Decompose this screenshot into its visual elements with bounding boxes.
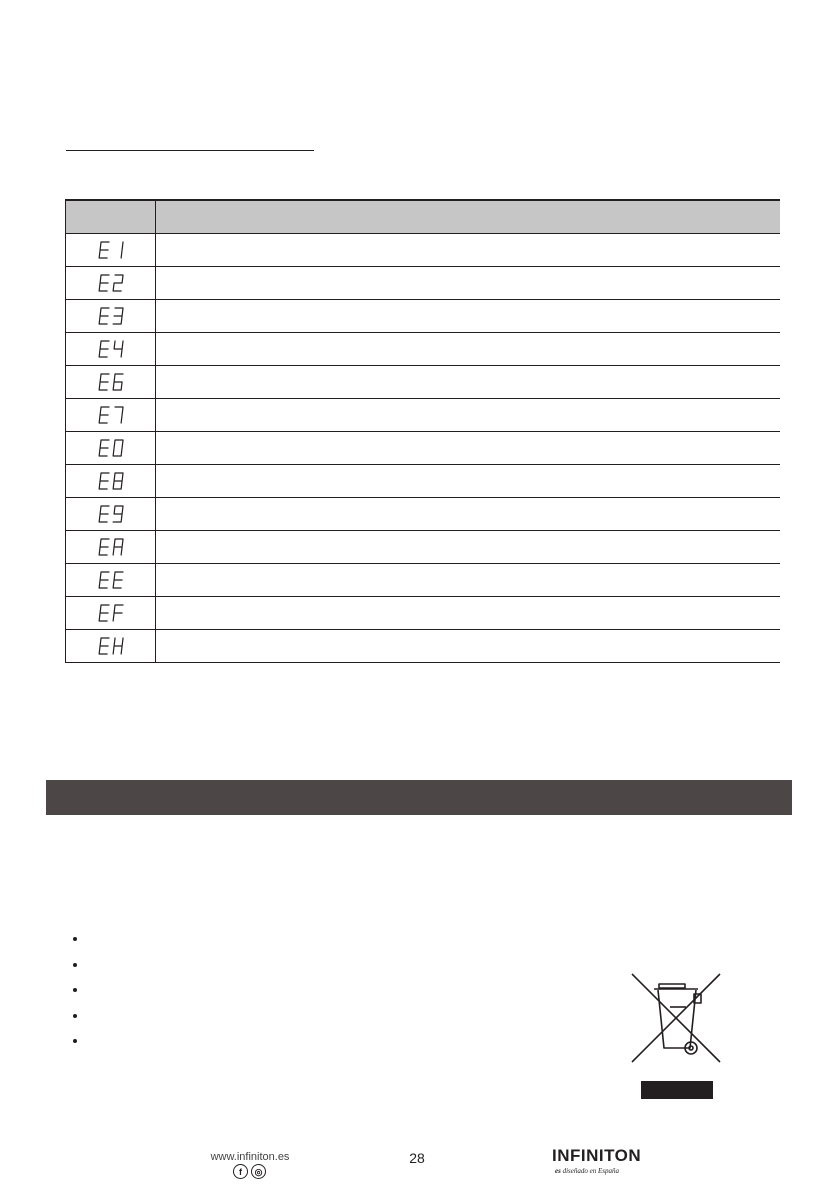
error-code-cell — [66, 630, 156, 663]
error-description-cell — [156, 597, 781, 630]
error-description-cell — [156, 333, 781, 366]
bullet-dot — [73, 988, 77, 992]
error-description-cell — [156, 531, 781, 564]
error-code-cell — [66, 234, 156, 267]
error-description-cell — [156, 234, 781, 267]
error-description-cell — [156, 498, 781, 531]
error-code-ea — [91, 535, 131, 559]
error-code-cell — [66, 465, 156, 498]
table-row — [66, 234, 781, 267]
brand-logo: INFINITON — [552, 1146, 642, 1165]
table-row — [66, 267, 781, 300]
table-row — [66, 399, 781, 432]
table-row — [66, 630, 781, 663]
section-heading-band — [46, 780, 792, 815]
error-description-cell — [156, 399, 781, 432]
table-row — [66, 366, 781, 399]
error-code-ee — [91, 568, 131, 592]
table-row — [66, 300, 781, 333]
brand-tagline: es diseñado en España — [555, 1167, 619, 1175]
error-code-cell — [66, 498, 156, 531]
bullet-dot — [73, 1039, 77, 1043]
error-code-e8 — [91, 469, 131, 493]
table-row — [66, 498, 781, 531]
title-underline — [66, 150, 314, 151]
error-code-cell — [66, 300, 156, 333]
error-code-cell — [66, 432, 156, 465]
error-code-e3 — [91, 304, 131, 328]
error-code-e9 — [91, 502, 131, 526]
weee-black-bar — [641, 1081, 713, 1099]
error-code-cell — [66, 597, 156, 630]
error-code-e6 — [91, 370, 131, 394]
error-code-e7 — [91, 403, 131, 427]
error-description-cell — [156, 300, 781, 333]
table-row — [66, 432, 781, 465]
footer-website[interactable]: www.infiniton.es — [210, 1151, 290, 1163]
error-code-e2 — [91, 271, 131, 295]
error-description-cell — [156, 630, 781, 663]
error-code-e1 — [91, 238, 131, 262]
error-description-cell — [156, 564, 781, 597]
error-code-table — [65, 199, 780, 663]
instagram-icon[interactable]: ◎ — [251, 1164, 266, 1179]
facebook-icon[interactable]: f — [233, 1164, 248, 1179]
bullet-dot — [73, 1014, 77, 1018]
bullet-dot — [73, 937, 77, 941]
error-code-cell — [66, 366, 156, 399]
error-code-e4 — [91, 337, 131, 361]
error-description-cell — [156, 267, 781, 300]
error-code-ef — [91, 601, 131, 625]
table-row — [66, 333, 781, 366]
error-code-cell — [66, 531, 156, 564]
error-code-cell — [66, 333, 156, 366]
table-row — [66, 597, 781, 630]
table-row — [66, 531, 781, 564]
error-description-cell — [156, 366, 781, 399]
error-code-cell — [66, 399, 156, 432]
table-row — [66, 564, 781, 597]
error-code-eh — [91, 634, 131, 658]
weee-crossed-bin-icon — [630, 972, 722, 1064]
error-description-cell — [156, 465, 781, 498]
bullet-dot — [73, 963, 77, 967]
table-header-row — [66, 200, 781, 234]
error-code-cell — [66, 267, 156, 300]
error-description-cell — [156, 432, 781, 465]
error-code-e0 — [91, 436, 131, 460]
page-number: 28 — [409, 1150, 425, 1166]
error-code-cell — [66, 564, 156, 597]
header-cell-description — [156, 200, 781, 234]
header-cell-code — [66, 200, 156, 234]
table-row — [66, 465, 781, 498]
